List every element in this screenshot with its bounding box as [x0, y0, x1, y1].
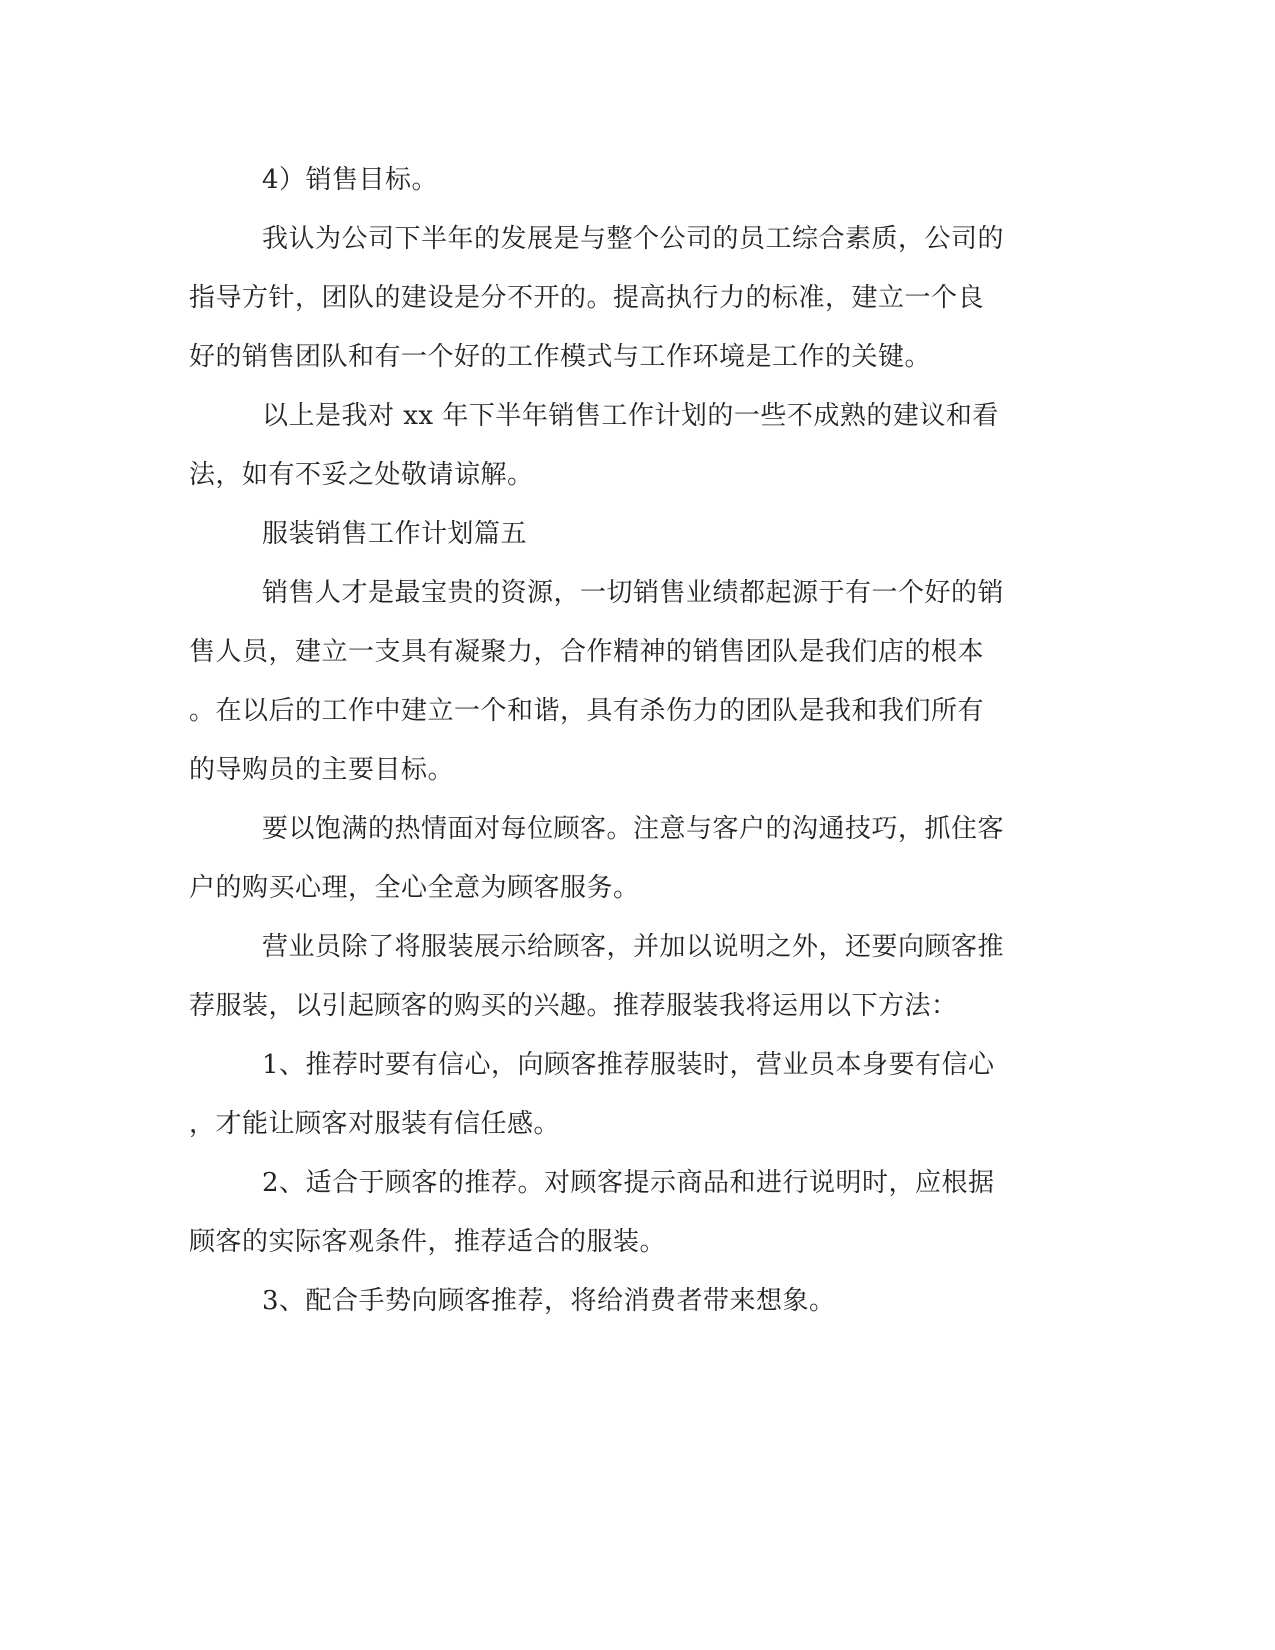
paragraph-line: 指导方针，团队的建设是分不开的。提高执行力的标准，建立一个良 — [189, 283, 985, 313]
list-item-2-continued: 顾客的实际客观条件，推荐适合的服装。 — [189, 1227, 667, 1257]
paragraph-line: 以上是我对 xx 年下半年销售工作计划的一些不成熟的建议和看 — [262, 401, 999, 431]
section-title: 服装销售工作计划篇五 — [262, 519, 528, 549]
list-item-1: 1、推荐时要有信心，向顾客推荐服装时，营业员本身要有信心 — [262, 1050, 995, 1080]
paragraph-line: 户的购买心理，全心全意为顾客服务。 — [189, 873, 640, 903]
list-item-3: 3、配合手势向顾客推荐，将给消费者带来想象。 — [262, 1286, 836, 1316]
paragraph-line: 我认为公司下半年的发展是与整个公司的员工综合素质，公司的 — [262, 224, 1005, 254]
paragraph-line: 法，如有不妥之处敬请谅解。 — [189, 460, 534, 490]
paragraph-line: 好的销售团队和有一个好的工作模式与工作环境是工作的关键。 — [189, 342, 932, 372]
list-item-2: 2、适合于顾客的推荐。对顾客提示商品和进行说明时，应根据 — [262, 1168, 995, 1198]
paragraph-line: 的导购员的主要目标。 — [189, 755, 455, 785]
paragraph-line: 售人员，建立一支具有凝聚力，合作精神的销售团队是我们店的根本 — [189, 637, 985, 667]
paragraph-line: 销售人才是最宝贵的资源，一切销售业绩都起源于有一个好的销 — [262, 578, 1005, 608]
paragraph-heading-sales-target: 4）销售目标。 — [262, 165, 439, 195]
list-item-1-continued: ，才能让顾客对服装有信任感。 — [189, 1109, 561, 1139]
paragraph-line: 。在以后的工作中建立一个和谐，具有杀伤力的团队是我和我们所有 — [189, 696, 985, 726]
paragraph-line: 荐服装，以引起顾客的购买的兴趣。推荐服装我将运用以下方法： — [189, 991, 958, 1021]
paragraph-line: 要以饱满的热情面对每位顾客。注意与客户的沟通技巧，抓住客 — [262, 814, 1005, 844]
paragraph-line: 营业员除了将服装展示给顾客，并加以说明之外，还要向顾客推 — [262, 932, 1005, 962]
